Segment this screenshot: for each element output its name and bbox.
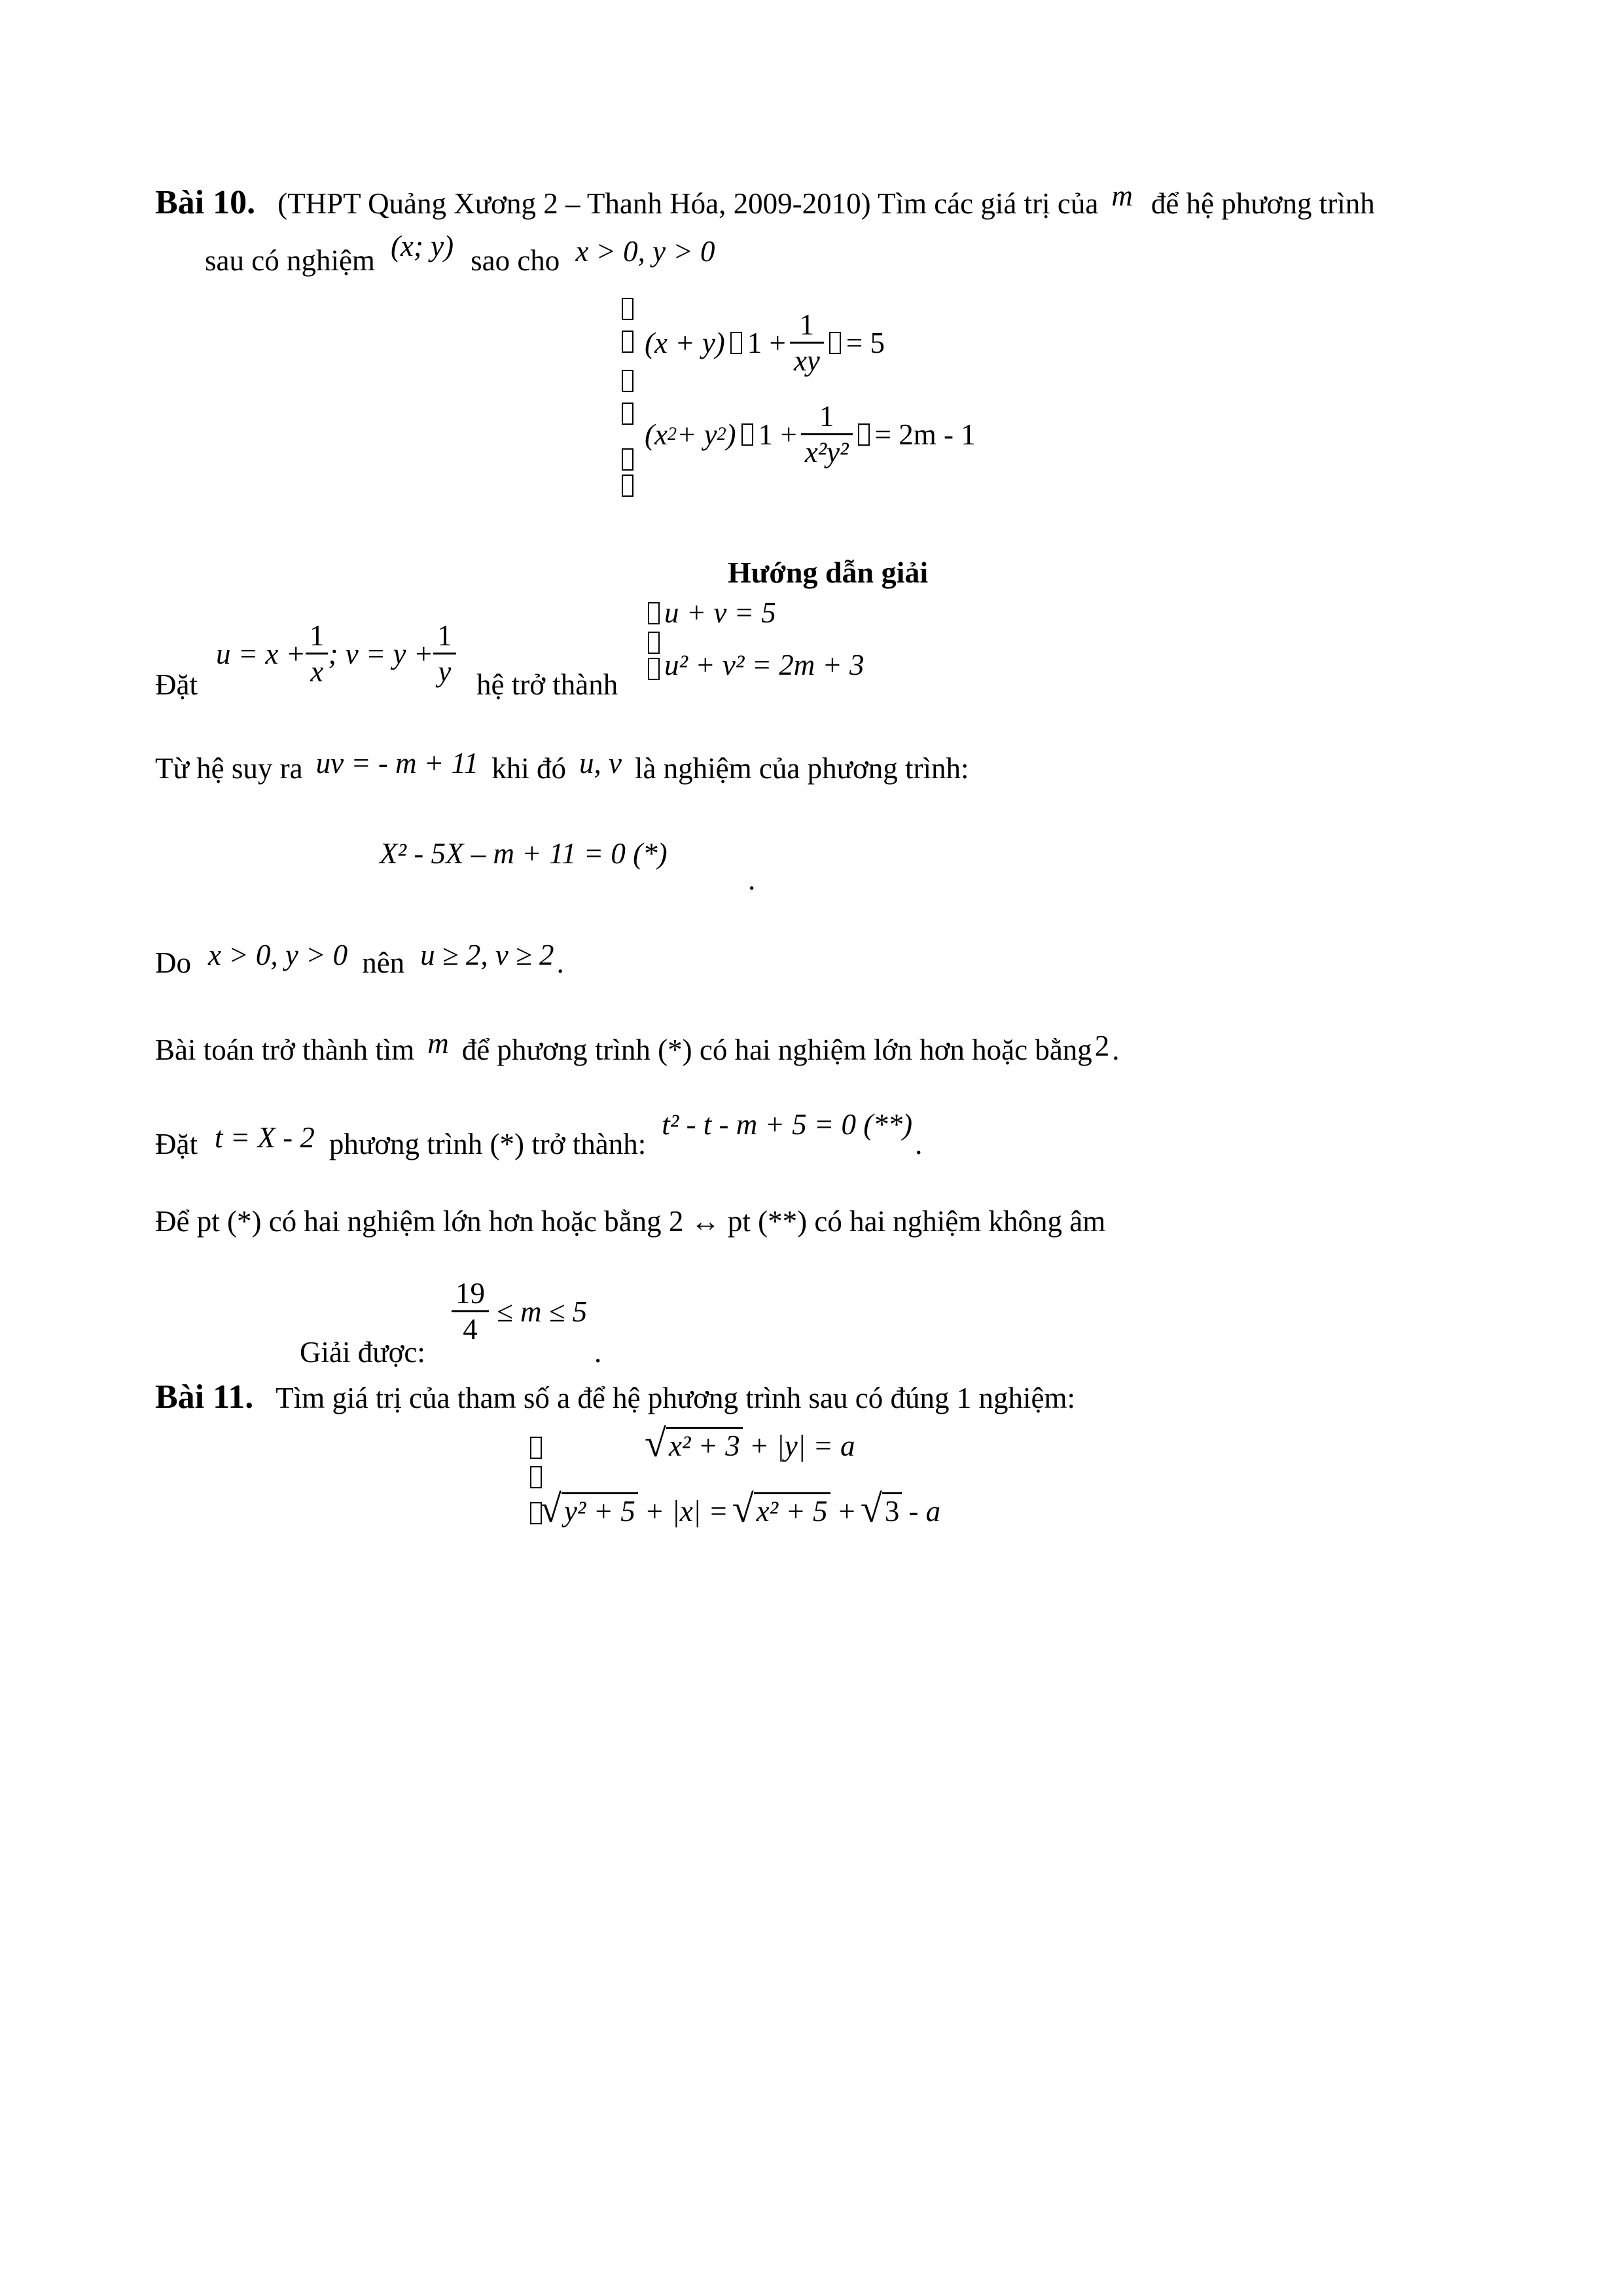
period-mark: . xyxy=(594,1336,602,1369)
equivalence-statement: Để pt (*) có hai nghiệm lớn hơn hoặc bằng 2 ↔ pt (**) có hai nghiệm không âm xyxy=(155,1205,1106,1238)
giai-duoc: Giải được: xyxy=(300,1336,425,1369)
eq2-den: x²y² xyxy=(804,436,849,469)
brace-glyph xyxy=(622,370,633,392)
problem-10-intro-tail: để hệ phương trình xyxy=(1150,187,1375,220)
result-num: 19 xyxy=(455,1277,485,1310)
eq1-fraction xyxy=(790,308,824,378)
eq2-num: 1 xyxy=(819,400,834,433)
dat2-label: Đặt xyxy=(155,1128,198,1160)
equation-2: (x 2 + y 2 ) 1 + $\frac{1}{\text{x²y²}}$ = 2m - 1 xyxy=(645,400,976,469)
brace-glyph xyxy=(530,1437,542,1459)
sqrt-sign: √ xyxy=(645,1422,666,1465)
equation-1 xyxy=(645,308,885,378)
bai-toan-tail: để phương trình (*) có hai nghiệm lớn hơn hoặc bằng xyxy=(461,1033,1092,1066)
solution-heading: Hướng dẫn giải xyxy=(728,556,929,589)
problem-10-heading xyxy=(155,179,1375,222)
sqrt-1 xyxy=(645,1424,743,1463)
eq1-rhs: = 5 xyxy=(846,326,885,359)
substitution-2: Đặt t = X - 2 phương trình (*) trở thành: t² - t - m + 5 = 0 (**) . xyxy=(155,1108,923,1160)
he-tro-thanh: hệ trở thành xyxy=(476,668,618,701)
bai-toan: Bài toán trở thành tìm xyxy=(155,1033,415,1066)
sqrt-sign: √ xyxy=(540,1487,562,1530)
eq1-tail: + |y| = a xyxy=(749,1429,855,1462)
solution-pair: (x; y) xyxy=(390,230,454,262)
quadratic-equation: X² - 5X – m + 11 = 0 (*) xyxy=(380,837,668,870)
bracket-glyph xyxy=(858,423,870,446)
system-eq-2: u² + v² = 2m + 3 xyxy=(664,649,865,681)
sqrt-sign: √ xyxy=(860,1487,882,1530)
problem-11-eq-1 xyxy=(645,1424,855,1463)
tu-he: Từ hệ suy ra xyxy=(155,752,303,785)
var-m: m xyxy=(1111,179,1133,212)
sub-v: ; v = y + xyxy=(328,637,434,670)
condition-line: Do x > 0, y > 0 nên u ≥ 2, v ≥ 2 . xyxy=(155,939,564,979)
sub-u-den: x xyxy=(310,655,324,688)
nen-cond: u ≥ 2, v ≥ 2 xyxy=(420,939,554,971)
positivity-condition: x > 0, y > 0 xyxy=(575,235,715,268)
sqrt-3 xyxy=(732,1489,830,1528)
sqrt-4 xyxy=(861,1489,902,1528)
sub-v-den: y xyxy=(438,655,452,688)
sqrt-sign: √ xyxy=(732,1487,754,1530)
problem-11-heading xyxy=(155,1378,1075,1416)
problem-11-label: Bài 11. xyxy=(155,1378,254,1416)
khi-do: khi đó xyxy=(491,752,566,785)
dat2-eq: t² - t - m + 5 = 0 (**) xyxy=(662,1108,913,1141)
problem-11-eq-2 xyxy=(540,1489,940,1528)
eq2-left-a: (x xyxy=(645,418,668,451)
eq2-fraction xyxy=(801,399,853,469)
brace-glyph xyxy=(530,1466,542,1488)
eq1-num: 1 xyxy=(799,308,815,341)
dat-label: Đặt xyxy=(155,668,198,701)
brace-glyph xyxy=(622,331,633,353)
bai-toan-two: 2 xyxy=(1094,1030,1110,1062)
brace-glyph xyxy=(622,448,633,471)
eq2-left-b: + y xyxy=(676,418,717,451)
eq1-radicand: x² + 3 xyxy=(666,1427,743,1463)
eq2-radicand-2: x² + 5 xyxy=(754,1492,830,1528)
line2-mid: sao cho xyxy=(471,244,560,277)
do-cond: x > 0, y > 0 xyxy=(208,939,348,971)
brace-glyph xyxy=(622,475,633,497)
bai-toan-m: m xyxy=(427,1027,449,1060)
substitution xyxy=(216,619,456,689)
problem-10-intro: (THPT Quảng Xương 2 – Thanh Hóa, 2009-2010) Tìm các giá trị của xyxy=(277,187,1099,220)
result-tail: ≤ m ≤ 5 xyxy=(497,1295,588,1328)
sqrt-2 xyxy=(540,1489,638,1528)
do-label: Do xyxy=(155,946,191,979)
eq2-one: 1 + xyxy=(758,418,797,451)
brace-glyph xyxy=(622,298,633,320)
uv-product: uv = - m + 11 xyxy=(315,747,479,780)
problem-10-label: Bài 10. xyxy=(155,184,256,221)
eq1-one: 1 + xyxy=(747,326,786,359)
brace-glyph xyxy=(622,403,633,425)
restated-problem: Bài toán trở thành tìm m để phương trình (*) có hai nghiệm lớn hơn hoặc bằng 2 . xyxy=(155,1027,1120,1066)
nen: nên xyxy=(362,946,405,979)
bracket-glyph xyxy=(829,332,841,354)
brace-glyph xyxy=(648,602,660,624)
result-inequality xyxy=(452,1276,587,1346)
dat2-sub: t = X - 2 xyxy=(214,1121,315,1154)
bracket-glyph xyxy=(730,332,742,354)
derivation-line xyxy=(155,747,969,785)
sub-u-fraction xyxy=(306,619,329,689)
eq1-den: xy xyxy=(793,344,820,377)
la-nghiem: là nghiệm của phương trình: xyxy=(634,752,969,785)
sub-v-fraction xyxy=(433,619,456,689)
problem-10-line2 xyxy=(205,230,715,278)
eq2-plus: + xyxy=(836,1495,857,1528)
eq2-mid: + |x| = xyxy=(644,1495,728,1528)
system-eq-1: u + v = 5 xyxy=(664,596,776,629)
eq2-rhs: = 2m - 1 xyxy=(874,418,976,451)
sub-v-num: 1 xyxy=(437,619,452,652)
eq2-radicand-1: y² + 5 xyxy=(562,1492,638,1528)
sub-u-num: 1 xyxy=(309,619,325,652)
problem-11-text: Tìm giá trị của tham số a để hệ phương trình sau có đúng 1 nghiệm: xyxy=(276,1382,1075,1414)
result-fraction xyxy=(452,1276,489,1346)
eq2-radicand-3: 3 xyxy=(882,1492,902,1528)
uv-vars: u, v xyxy=(579,747,622,780)
brace-glyph xyxy=(648,658,660,680)
bracket-glyph xyxy=(741,423,753,446)
period-mark: . xyxy=(748,863,756,896)
dat2-mid: phương trình (*) trở thành: xyxy=(329,1128,647,1160)
line2-start: sau có nghiệm xyxy=(205,244,375,277)
sub-u: u = x + xyxy=(216,637,306,670)
eq1-left: (x + y) xyxy=(645,326,725,359)
result-den: 4 xyxy=(463,1313,478,1346)
eq2-tail: - a xyxy=(908,1495,941,1528)
brace-glyph xyxy=(648,632,660,654)
eq2-left-c: ) xyxy=(726,418,736,451)
